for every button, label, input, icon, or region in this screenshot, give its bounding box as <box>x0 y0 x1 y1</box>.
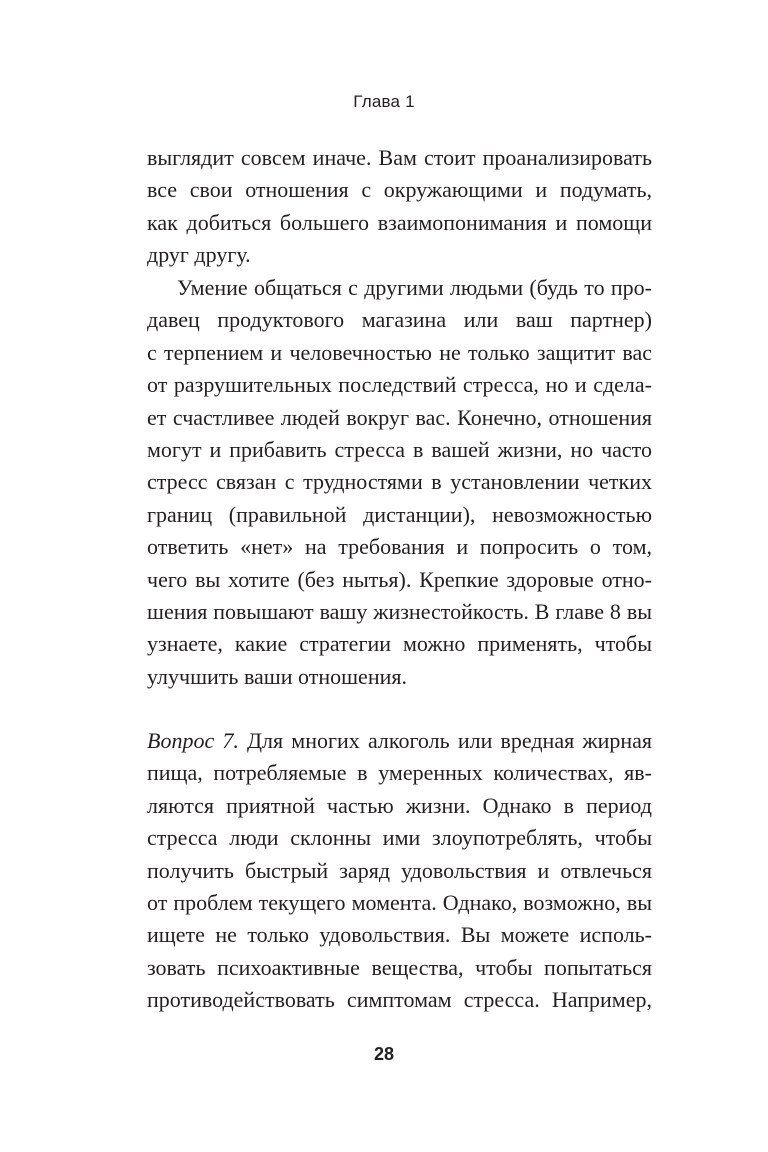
text-line: выглядит совсем иначе. Вам стоит проанализировать <box>147 145 652 170</box>
text-fragment: Для многих алкоголь или вредная жирная <box>238 728 653 753</box>
text-line: противодействовать симптомам стресса. Например, <box>147 987 652 1013</box>
text-line: зовать психоактивные вещества, чтобы попытаться <box>147 954 652 980</box>
text-line: ответить «нет» на требования и попросить о том, <box>147 534 652 560</box>
text-line: ляются приятной частью жизни. Однако в период <box>147 792 652 818</box>
text-line: давец продуктового магазина или ваш партнер) <box>147 307 652 333</box>
paragraph-continuation <box>147 142 652 272</box>
text-line: как добиться большего взаимопонимания и помощи <box>147 209 652 235</box>
text-line: ищете не только удовольствия. Вы можете исполь- <box>147 922 652 948</box>
text-line: друг другу. <box>147 242 251 268</box>
page-number: 28 <box>373 1044 395 1064</box>
text-line: могут и прибавить стресса в вашей жизни, но часто <box>147 436 652 462</box>
paragraph-question-7 <box>147 725 652 1017</box>
text-line: с терпением и человечностью не только защитит вас <box>147 339 652 365</box>
text-line: ет счастливее людей вокруг вас. Конечно, отношения <box>147 404 652 430</box>
text-line: узнаете, какие стратегии можно применять, чтобы <box>147 631 652 657</box>
text-line: шения повышают вашу жизнестойкость. В главе 8 вы <box>147 598 652 624</box>
text-line: Умение общаться с другими людьми (будь то про- <box>177 275 652 300</box>
text-line <box>147 725 652 757</box>
paragraph-relationships <box>147 272 652 693</box>
running-head: Глава 1 <box>353 92 415 111</box>
text-line: стресс связан с трудностями в установлении четких <box>147 469 652 495</box>
text-line: улучшить ваши отношения. <box>147 663 407 689</box>
text-line: все свои отношения с окружающими и подумать, <box>147 177 652 203</box>
text-line: стресса люди склонны ими злоупотреблять, чтобы <box>147 825 652 851</box>
text-line: получить быстрый заряд удовольствия и отвлечься <box>147 857 652 883</box>
text-line: от проблем текущего момента. Однако, возможно, вы <box>147 889 652 915</box>
text-line: чего вы хотите (без нытья). Крепкие здоровые отно- <box>147 566 652 592</box>
text-line: пища, потребляемые в умеренных количествах, яв- <box>147 760 652 786</box>
text-line: границ (правильной дистанции), невозможностью <box>147 501 652 527</box>
question-label: Вопрос 7. <box>147 728 239 753</box>
text-line: от разрушительных последствий стресса, но и сдела- <box>147 372 652 398</box>
